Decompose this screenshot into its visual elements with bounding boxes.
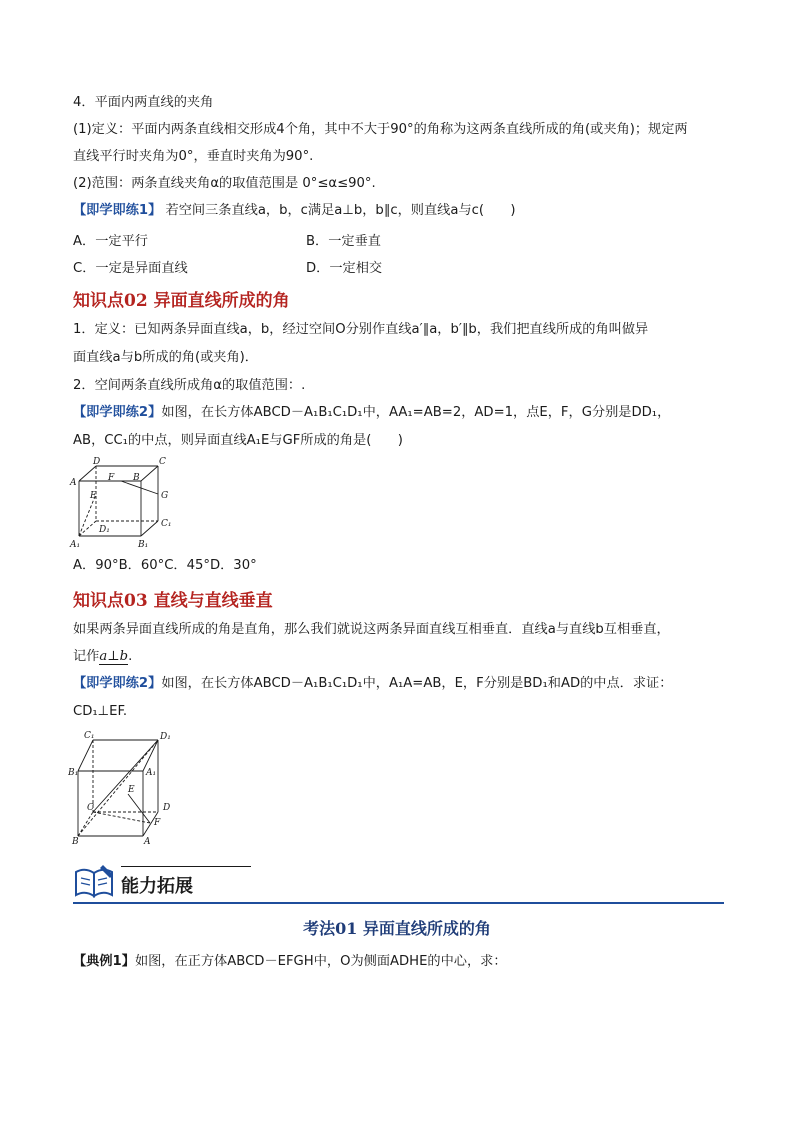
kp03-notation: a⊥b <box>99 649 129 664</box>
exercise2-answers: A．90°B．60°C．45°D．30° <box>73 558 257 573</box>
fig1-label-b: B <box>133 473 140 483</box>
fig1-label-g: G <box>161 491 169 501</box>
exercise1-option-d: D．一定相交 <box>306 261 383 276</box>
kp02-heading: 知识点02 异面直线所成的角 <box>73 291 290 311</box>
exercise1-text: 若空间三条直线a，b，c满足a⊥b，b∥c，则直线a与c( ) <box>161 203 516 218</box>
fig1-label-d: D <box>93 457 101 467</box>
fig2-label-c1: C₁ <box>84 731 95 741</box>
fig1-label-e: E <box>90 491 97 501</box>
kp03-heading: 知识点03 直线与直线垂直 <box>73 591 273 611</box>
exercise3 <box>73 674 725 694</box>
kp03-text-line1: 如果两条异面直线所成的角是直角，那么我们就说这两条异面直线互相垂直．直线a与直线b互相垂直， <box>73 622 670 637</box>
exercise3-text-line1: 如图，在长方体ABCD－A₁B₁C₁D₁中，A₁A=AB，E，F分别是BD₁和AD的中点．求证： <box>161 676 673 691</box>
example1-tag: 【典例1】 <box>73 954 135 969</box>
kp03-notation-prefix: 记作 <box>73 649 100 664</box>
cuboid-figure-2 <box>68 728 188 846</box>
fig1-label-c: C <box>159 457 166 467</box>
section4-range: (2)范围：两条直线夹角α的取值范围是 0°≤α≤90°. <box>73 176 376 191</box>
exercise2-text-line1: 如图，在长方体ABCD－A₁B₁C₁D₁中，AA₁=AB=2，AD=1，点E，F，G分别是DD₁， <box>161 405 671 420</box>
section4-definition-line1: (1)定义：平面内两条直线相交形成4个角，其中不大于90°的角称为这两条直线所成的角(或夹角)；规定两 <box>73 122 688 137</box>
fig1-label-c1: C₁ <box>161 519 172 529</box>
kp02-definition-line1: 1．定义：已知两条异面直线a，b，经过空间O分别作直线a′∥a，b′∥b，我们把直线所成的角叫做异 <box>73 322 649 337</box>
fig2-label-e: E <box>128 785 135 795</box>
exercise2-tag: 【即学即练2】 <box>73 405 162 420</box>
kp02-range: 2．空间两条直线所成角α的取值范围：. <box>73 378 306 393</box>
fig2-label-d: D <box>163 803 171 813</box>
example1-text: 如图，在正方体ABCD－EFGH中，O为侧面ADHE的中心，求： <box>134 954 507 969</box>
fig2-label-b1: B₁ <box>68 768 79 778</box>
exercise2-text-line2: AB，CC₁的中点，则异面直线A₁E与GF所成的角是( ) <box>73 433 403 448</box>
method-title: 考法01 异面直线所成的角 <box>303 919 491 938</box>
exercise3-text-line2: CD₁⊥EF. <box>73 704 128 719</box>
example1 <box>73 952 725 972</box>
fig1-label-a1: A₁ <box>70 540 81 550</box>
exercise1-option-c: C．一定是异面直线 <box>73 261 188 276</box>
exercise3-tag: 【即学即练2】 <box>73 676 162 691</box>
cuboid-figure-1 <box>66 456 186 552</box>
exercise2 <box>73 403 725 423</box>
fig1-label-f: F <box>108 473 115 483</box>
section-banner-topline <box>121 866 251 867</box>
section-banner <box>73 858 724 904</box>
fig2-label-d1: D₁ <box>160 732 171 742</box>
exercise1-tag: 【即学即练1】 <box>73 203 162 218</box>
fig1-label-d1: D₁ <box>99 525 110 535</box>
book-icon <box>73 862 117 900</box>
section4-title: 4．平面内两直线的夹角 <box>73 95 214 110</box>
section4-definition-line2: 直线平行时夹角为0°，垂直时夹角为90°. <box>73 149 314 164</box>
section-banner-rule <box>73 902 724 904</box>
exercise1-option-b: B．一定垂直 <box>306 234 381 249</box>
kp02-definition-line2: 面直线a与b所成的角(或夹角)． <box>73 350 258 365</box>
fig2-label-a1: A₁ <box>146 768 157 778</box>
fig2-label-f: F <box>154 818 161 828</box>
section-title: 能力拓展 <box>121 876 193 897</box>
kp03-notation-suffix: . <box>128 649 133 664</box>
exercise1-option-a: A．一定平行 <box>73 234 148 249</box>
fig1-label-a: A <box>70 478 77 488</box>
kp03-text-line2 <box>73 647 725 667</box>
fig1-label-b1: B₁ <box>138 540 149 550</box>
fig2-label-a: A <box>144 837 151 846</box>
exercise1 <box>73 201 725 221</box>
fig2-label-b: B <box>72 837 79 846</box>
fig2-label-c: C <box>87 803 94 813</box>
